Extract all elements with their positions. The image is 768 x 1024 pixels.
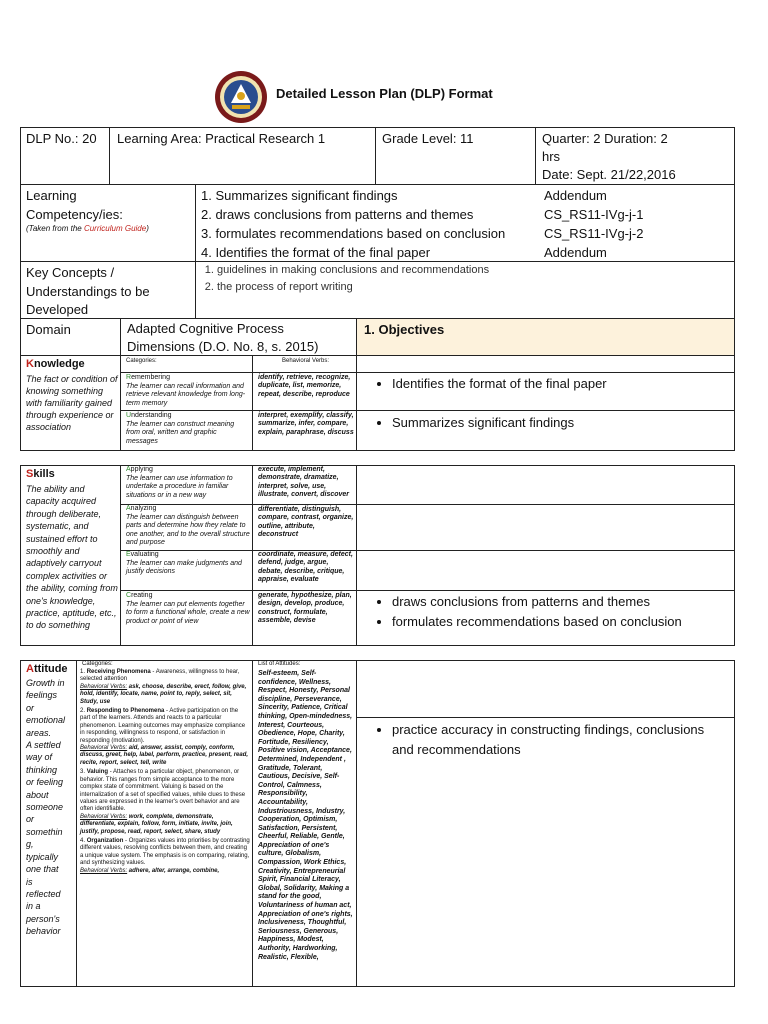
competency-code: CS_RS11-IVg-j-1	[544, 207, 644, 222]
curriculum-guide-note: (Taken from the Curriculum Guide)	[26, 224, 149, 233]
attitudes-list: Self-esteem, Self-confidence, Wellness, Respect, Honesty, Personal discipline, Perseverance, Sincerity, Patience, Critical thinking, Open-mindedness, Interest, Courteous, Obedience, Hope, Charity, Fortitude, Resiliency, Positive vision, Acceptance, Determined, Independent , Gratitude, Tolerant, Cautious, Decisive, Self-Control, Calmness, Responsibility, Accountability, Industriousness, Industry, Cooperation, Optimism, Satisfaction, Persistent, Cheerful, Reliable, Gentle, Appreciation of one's culture, Globalism, Compassion, Work Ethics, Creativity, Entrepreneurial Spirit, Financial Literacy, Global, Solidarity, Making a stand for the good, Voluntariness of human act, Appreciation of one's rights, Inclusiveness, Thoughtful, Seriousness, Generous, Happiness, Modest, Authority, Hardworking, Realistic, Flexible,	[258, 670, 353, 961]
objective-item: • draws conclusions from patterns and themes	[392, 592, 732, 612]
creating-name: Creating	[126, 592, 153, 599]
remembering-objective	[372, 374, 722, 394]
key-concepts-label-1: Key Concepts /	[26, 265, 115, 280]
competency-label-1: Learning	[26, 188, 77, 203]
analyzing-desc: The learner can distinguish between parts and determine how they relate to one another, and to the overall structure and purpose	[126, 514, 250, 547]
competency-list	[201, 186, 541, 262]
key-concepts-label-2: Understandings to be	[26, 284, 150, 299]
adapted-label-2: Dimensions (D.O. No. 8, s. 2015)	[127, 339, 319, 354]
knowledge-desc: The fact or condition of knowing something with familiarity gained through experience or association	[26, 374, 118, 432]
creating-verbs: generate, hypothesize, plan, design, develop, produce, construct, formulate, assemble, devise	[258, 592, 352, 625]
competency-item: 2. draws conclusions from patterns and themes	[201, 207, 474, 222]
competency-codes	[544, 186, 643, 262]
evaluating-name: Evaluating	[126, 551, 159, 558]
remembering-name: Remembering	[126, 374, 170, 381]
dlp-no: DLP No.: 20	[26, 131, 97, 146]
objective-item: • Summarizes significant findings	[392, 413, 722, 433]
competency-code: Addendum	[544, 245, 607, 260]
curriculum-guide-link[interactable]: Curriculum Guide	[83, 224, 147, 233]
competency-code: Addendum	[544, 188, 607, 203]
evaluating-verbs: coordinate, measure, detect, defend, judge, argue, debate, describe, critique, appraise, evaluate	[258, 551, 353, 584]
understanding-name: Understanding	[126, 412, 172, 419]
competency-label-2: Competency/ies:	[26, 207, 123, 222]
evaluating-desc: The learner can make judgments and justify decisions	[126, 560, 242, 576]
objectives-label: 1. Objectives	[364, 322, 445, 337]
domain-label: Domain	[26, 322, 71, 337]
attitude-desc: Growth in feelings or emotional areas. A settled way of thinking or feeling about someone or somethin g, typically one that is reflected in a person's behavior	[26, 678, 66, 937]
skills-title: Skills	[26, 468, 55, 480]
key-concept-item: 2. the process of report writing	[217, 279, 725, 296]
key-concepts-label-3: Developed	[26, 302, 89, 317]
applying-verbs: execute, implement, demonstrate, dramatize, interpret, solve, use, illustrate, convert, discover	[258, 466, 350, 499]
skills-desc: The ability and capacity acquired through deliberate, systematic, and sustained effort to smoothly and adaptively carryout complex activities or the ability, coming from one's knowledge, practice, aptitude, etc., to do something	[26, 484, 118, 631]
understanding-verbs: interpret, exemplify, classify, summarize, infer, compare, explain, paraphrase, discuss	[258, 412, 354, 436]
attitude-categories-label: Categories:	[82, 661, 113, 667]
analyzing-name: Analyzing	[126, 505, 157, 512]
quarter-duration: Quarter: 2 Duration: 2	[542, 131, 668, 146]
objective-item: • formulates recommendations based on conclusion	[392, 612, 732, 632]
attitude-categories	[80, 669, 250, 877]
attitude-category: 2. Responding to Phenomena - Active participation on the part of the learners. Attends and reacts to a particular phenomenon. Learning outcomes may emphasize compliance in responding, willingness to respond, or satisfaction in responding (motivation). Behavioral Verbs: aid, answer, assist, comply, conform, discuss, greet, help, label, perform, practice, present, read, recite, report, select, tell, write	[80, 708, 249, 766]
understanding-objective	[372, 413, 722, 433]
competency-item: 4. Identifies the format of the final paper	[201, 245, 431, 260]
attitude-objective	[372, 720, 722, 760]
attitude-objective-top-cell	[356, 660, 735, 718]
knowledge-categories-label: Categories:	[126, 358, 157, 364]
analyzing-objective-cell	[356, 504, 735, 551]
key-concept-item: 1. guidelines in making conclusions and recommendations	[217, 262, 725, 279]
objective-item: • Identifies the format of the final paper	[392, 374, 722, 394]
school-seal-logo	[214, 70, 268, 124]
applying-desc: The learner can use information to undertake a procedure in familiar situations or in a new way	[126, 475, 233, 499]
key-concepts-list	[205, 262, 725, 296]
grade-level: Grade Level: 11	[382, 131, 474, 146]
knowledge-verbs-label: Behavioral Verbs:	[282, 358, 330, 364]
creating-desc: The learner can put elements together to form a functional whole, create a new product or point of view	[126, 601, 250, 625]
duration-unit: hrs	[542, 149, 561, 164]
applying-name: Applying	[126, 466, 153, 473]
competency-item: 1. Summarizes significant findings	[201, 188, 398, 203]
lesson-date: Date: Sept. 21/22,2016	[542, 167, 676, 182]
attitude-category: 1. Receiving Phenomena - Awareness, willingness to hear, selected attention Behavioral Verbs: ask, choose, describe, erect, follow, give, hold, identify, locate, name, point to, reply, select, sit, Study, use	[80, 669, 247, 705]
adapted-label-1: Adapted Cognitive Process	[127, 321, 284, 336]
attitude-category: 3. Valuing - Attaches to a particular object, phenomenon, or behavior. This ranges from simple acceptance to the more complex state of commitment. Valuing is based on the internalization of a set of specified values, while clues to these values are expressed in the learner's overt behavior and are often identifiable. Behavioral Verbs: work, complete, demonstrate, differentiate, explain, follow, form, initiate, invite, join, justify, propose, read, report, select, share, study	[80, 769, 246, 835]
learning-area: Learning Area: Practical Research 1	[117, 131, 326, 146]
knowledge-objective-top-cell	[356, 355, 735, 373]
attitude-category: 4. Organization - Organizes values into priorities by contrasting different values, resolving conflicts between them, and creating a unique value system. The emphasis is on comparing, relating, and synthesizing values. Behavioral Verbs: adhere, alter, arrange, combine,	[80, 837, 250, 874]
objective-item: • practice accuracy in constructing findings, conclusions and recommendations	[392, 720, 722, 760]
skills-objectives	[372, 592, 732, 632]
competency-code: CS_RS11-IVg-j-2	[544, 226, 644, 241]
evaluating-objective-cell	[356, 550, 735, 591]
remembering-desc: The learner can recall information and retrieve relevant knowledge from long-term memory	[126, 383, 246, 407]
analyzing-verbs: differentiate, distinguish, compare, contrast, organize, outline, attribute, deconstruct	[258, 506, 354, 539]
understanding-desc: The learner can construct meaning from oral, written and graphic messages	[126, 421, 235, 445]
remembering-verbs: identify, retrieve, recognize, duplicate, list, memorize, repeat, describe, reproduce	[258, 374, 351, 398]
page-title: Detailed Lesson Plan (DLP) Format	[276, 86, 493, 101]
knowledge-title: Knowledge	[26, 358, 85, 370]
attitude-title: Attitude	[26, 663, 68, 675]
applying-objective-cell	[356, 465, 735, 505]
competency-item: 3. formulates recommendations based on conclusion	[201, 226, 506, 241]
attitudes-list-label: List of Attitudes:	[258, 661, 301, 667]
